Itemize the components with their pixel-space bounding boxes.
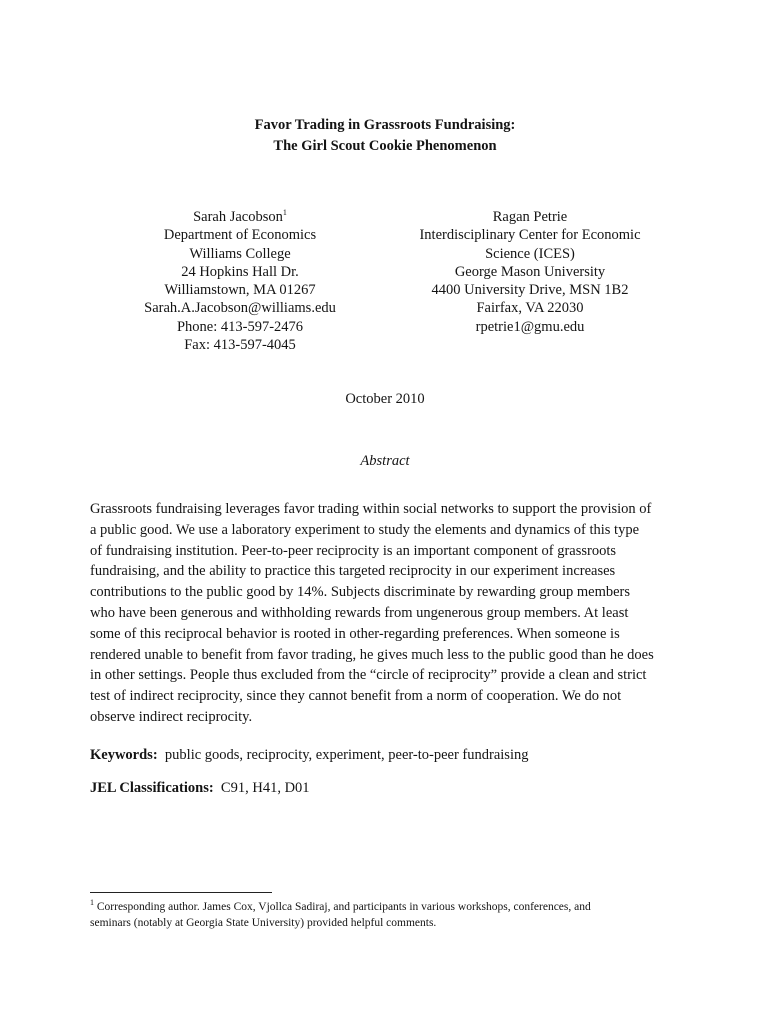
footnote-mark: 1	[282, 208, 287, 218]
author-fax: Fax: 413-597-4045	[184, 337, 296, 354]
author-affiliation-line: Department of Economics	[163, 227, 317, 244]
author-block-petrie	[395, 208, 665, 336]
author-affiliation-line: Williams College	[189, 245, 291, 262]
abstract-heading: Abstract	[360, 453, 410, 469]
author-address-line: Williamstown, MA 01267	[164, 282, 316, 299]
keywords-value: public goods, reciprocity, experiment, peer-to-peer fundraising	[164, 747, 529, 763]
abstract-line: who have been generous and withholding rewards from ungenerous group members. At least	[90, 604, 629, 621]
abstract-body	[90, 499, 690, 728]
footnote-text: Corresponding author. James Cox, Vjollca Sadiraj, and participants in various workshops, conferences, and	[96, 901, 591, 913]
abstract-line: a public good. We use a laboratory experiment to study the elements and dynamics of this type	[90, 521, 640, 538]
paper-title-line-2: The Girl Scout Cookie Phenomenon	[273, 138, 497, 154]
author-affiliation-line: Interdisciplinary Center for Economic	[419, 227, 641, 244]
abstract-line: test of indirect reciprocity, since they cannot benefit from a norm of cooperation. We do not	[90, 688, 622, 705]
author-address-line: Fairfax, VA 22030	[476, 300, 584, 317]
author-address-line: 4400 University Drive, MSN 1B2	[431, 282, 629, 299]
abstract-line: rendered unable to benefit from favor trading, he gives much less to the public good than he does	[90, 646, 654, 663]
footnote-divider	[90, 892, 272, 893]
abstract-line: in other settings. People thus excluded from the “circle of reciprocity” provide a clean and strict	[90, 667, 647, 684]
abstract-line: some of this reciprocal behavior is rooted in other-regarding preferences. When someone is	[90, 625, 620, 642]
paper-date: October 2010	[345, 391, 425, 407]
author-phone: Phone: 413-597-2476	[176, 318, 304, 335]
footnote	[90, 900, 690, 931]
keywords-line	[90, 746, 528, 764]
footnote-mark: 1	[90, 898, 94, 908]
abstract-line: observe indirect reciprocity.	[90, 708, 253, 725]
author-address-line: 24 Hopkins Hall Dr.	[181, 263, 299, 280]
abstract-line: contributions to the public good by 14%. Subjects discriminate by rewarding group members	[90, 584, 631, 601]
footnote-line: seminars (notably at Georgia State University) provided helpful comments.	[90, 916, 437, 929]
jel-value: C91, H41, D01	[220, 780, 310, 796]
abstract-line: of fundraising institution. Peer-to-peer reciprocity is an important component of grassroots	[90, 542, 617, 559]
keywords-label: Keywords:	[90, 747, 158, 763]
author-affiliation-line: Science (ICES)	[485, 245, 575, 262]
author-affiliation-line: George Mason University	[454, 263, 606, 280]
paper-title-line-1: Favor Trading in Grassroots Fundraising:	[254, 117, 516, 133]
author-name: Ragan Petrie	[492, 209, 568, 225]
jel-line	[90, 779, 310, 797]
abstract-line: Grassroots fundraising leverages favor trading within social networks to support the provision of	[90, 501, 652, 517]
jel-label: JEL Classifications:	[90, 780, 214, 796]
author-block-jacobson	[110, 208, 370, 354]
footnote-line	[90, 900, 690, 916]
author-email: rpetrie1@gmu.edu	[475, 318, 585, 335]
abstract-line: fundraising, and the ability to practice this targeted reciprocity in our experiment increases	[90, 563, 616, 580]
author-name: Sarah Jacobson	[193, 209, 283, 225]
author-name-line	[110, 208, 370, 226]
author-email: Sarah.A.Jacobson@williams.edu	[144, 300, 336, 317]
